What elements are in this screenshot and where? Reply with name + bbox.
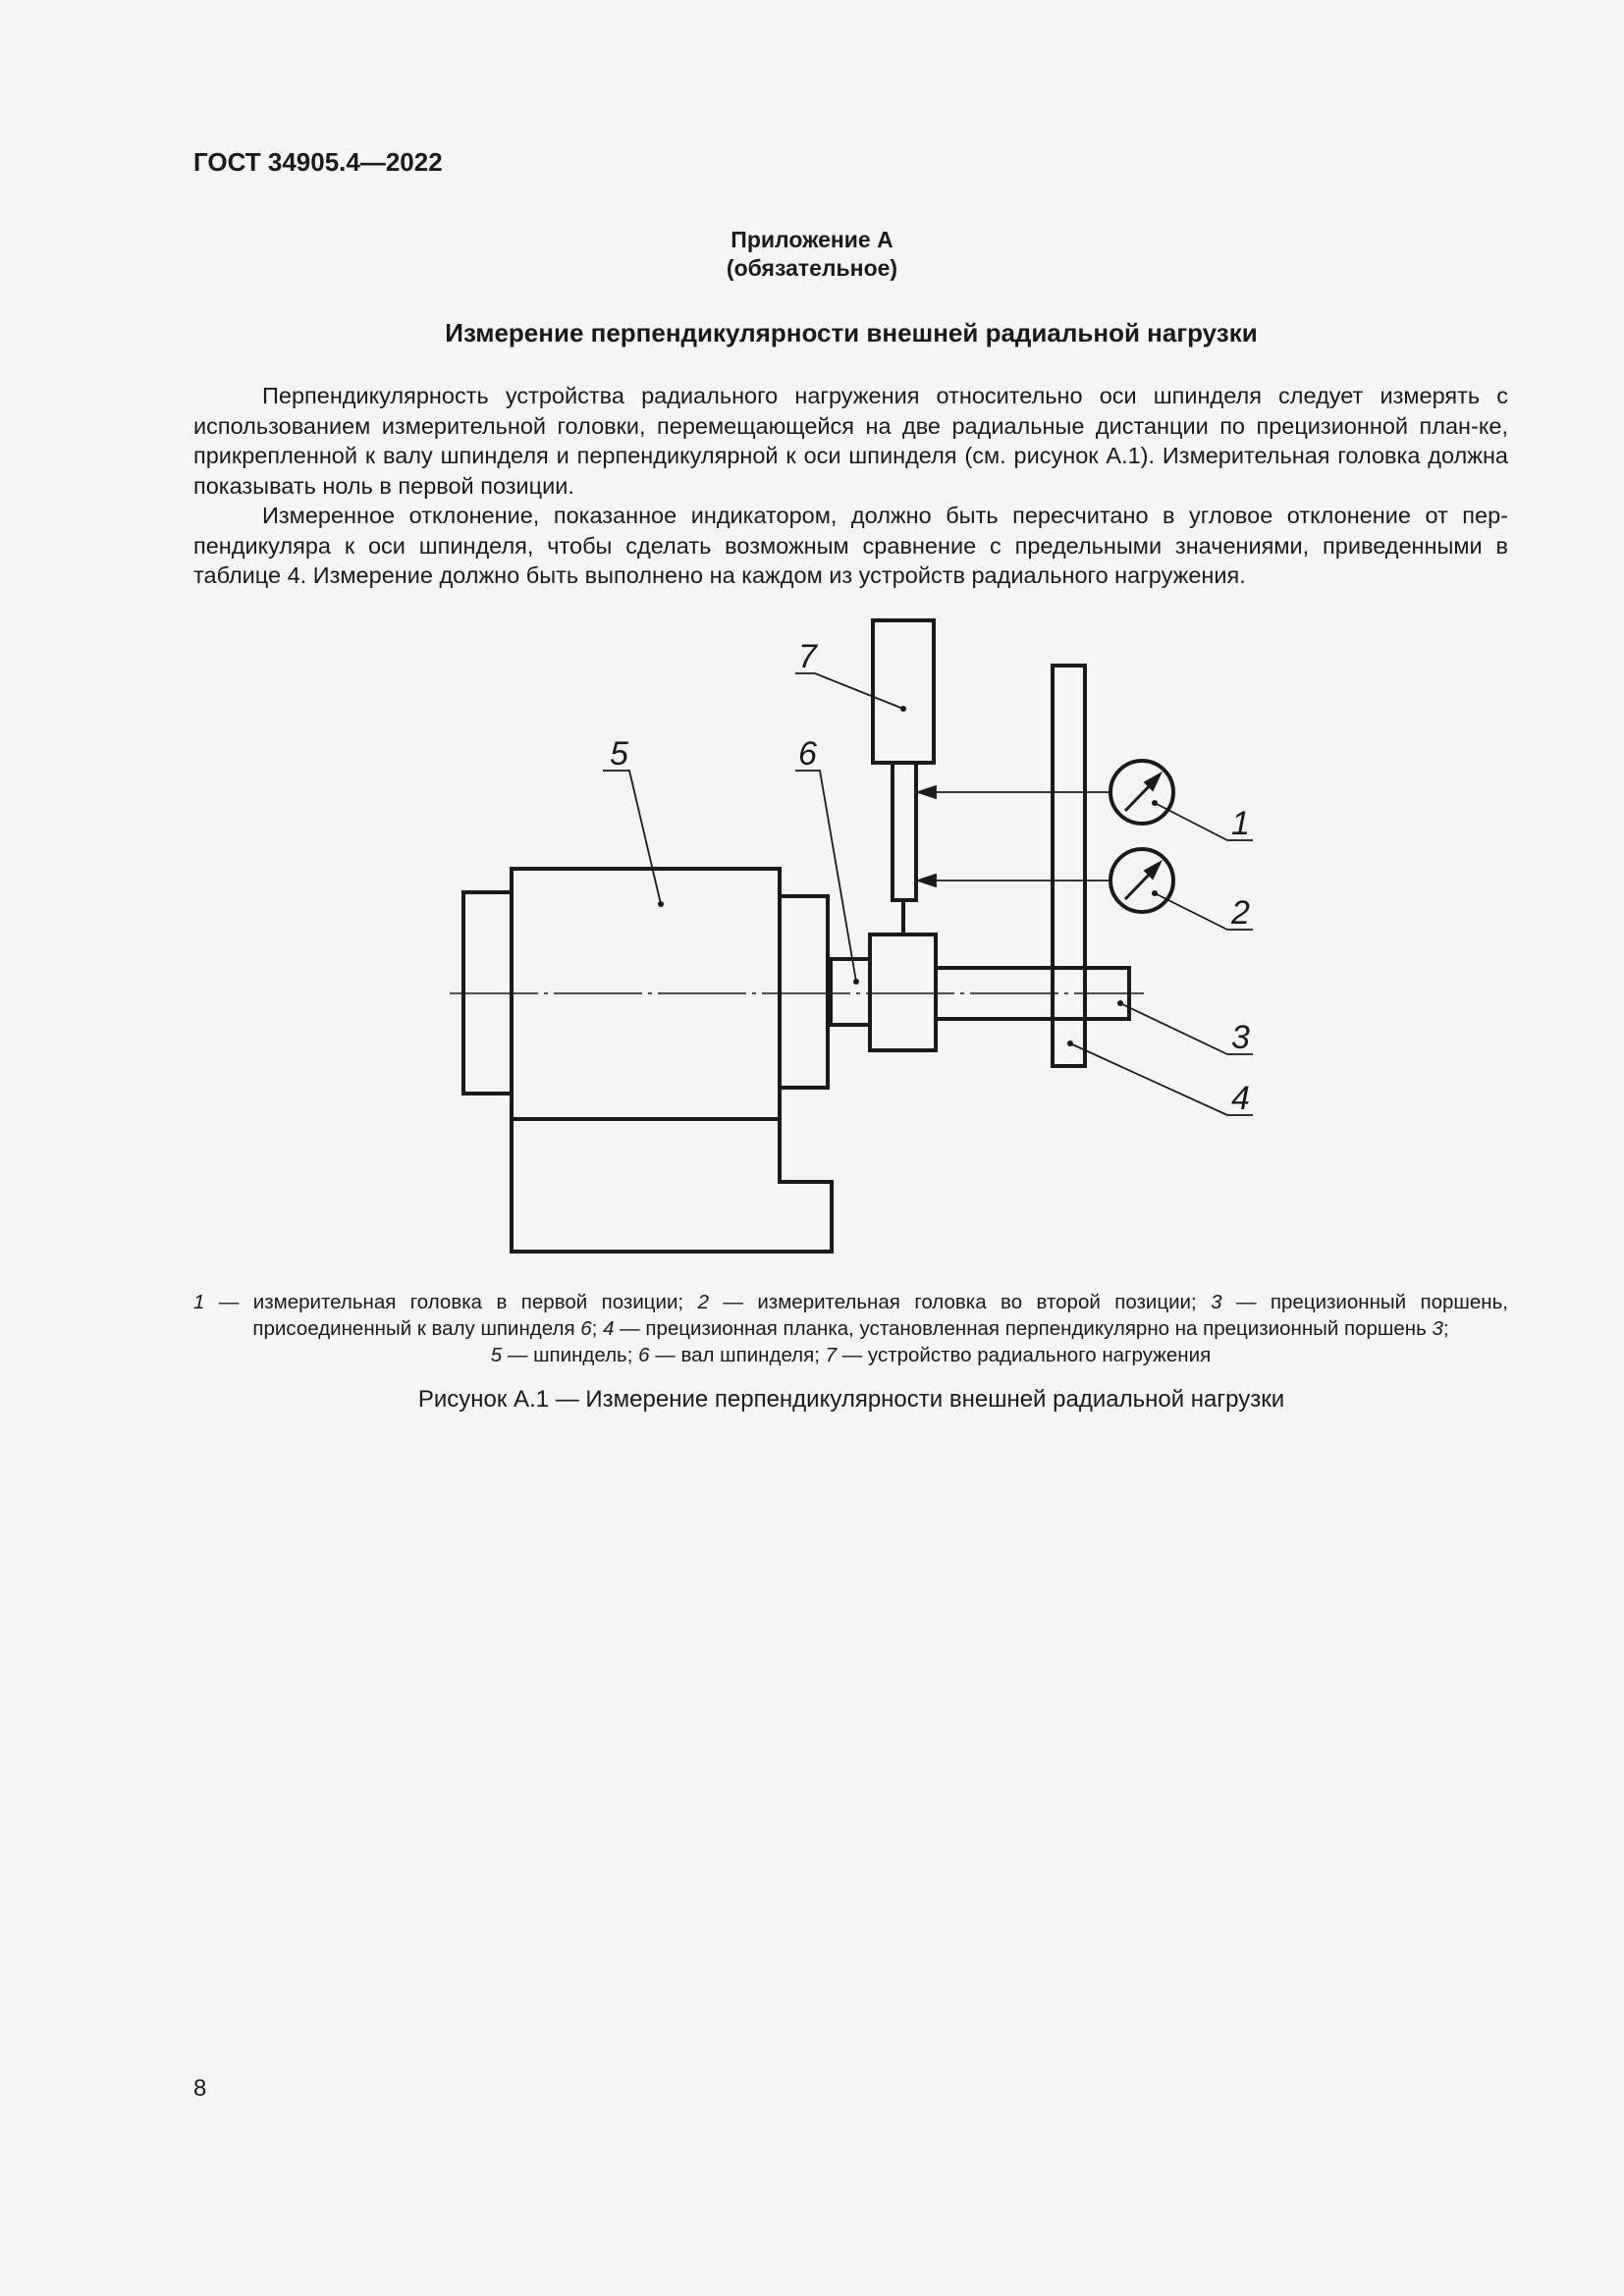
callout-2: 2: [1231, 894, 1250, 932]
annex-title: Приложение А: [731, 227, 893, 252]
figure-caption: Рисунок А.1 — Измерение перпендикулярности внешней радиальной нагрузки: [417, 1386, 1285, 1413]
spindle-base: [512, 1119, 832, 1252]
coupling-block: [870, 934, 936, 1050]
legend-text: — измерительная головка в первой позиции;: [204, 1291, 698, 1313]
legend-num: 6: [638, 1344, 650, 1366]
callout-6: 6: [798, 735, 817, 773]
legend-num: 4: [603, 1317, 615, 1340]
leader-5: [603, 771, 661, 904]
annex-status: (обязательное): [726, 255, 898, 281]
section-title: Измерение перпендикулярности внешней радиальной нагрузки: [445, 318, 1258, 347]
spindle-right-cap: [780, 896, 828, 1088]
loading-device-rod: [893, 763, 916, 900]
body-paragraph-1: Перпендикулярность устройства радиального нагружения относительно оси шпинделя следует измерять с использованием измерительной головки, перемещающейся на две радиальные дистанции по прецизионной план-ке, прикрепленной к валу шпинделя и перпендикулярной к оси шпинделя (см. рисунок А.1). Измерительная головка должна показывать ноль в первой позиции.: [193, 383, 1508, 499]
body-paragraph-2: Измеренное отклонение, показанное индикатором, должно быть пересчитано в угловое отклонение от пер-пендикуляра к оси шпинделя, чтобы сделать возможным сравнение с предельными значениями, приведенными в таблице 4. Измерение должно быть выполнено на каждом из устройств радиального нагружения.: [193, 503, 1508, 588]
legend-num: 3: [1211, 1291, 1222, 1313]
precision-bar: [1053, 666, 1085, 1066]
callout-4: 4: [1231, 1080, 1250, 1117]
legend-num: 1: [193, 1291, 205, 1313]
legend-text: — шпиндель;: [502, 1344, 639, 1366]
legend-text: ;: [591, 1317, 604, 1340]
document-code: ГОСТ 34905.4—2022: [193, 147, 443, 177]
callout-5: 5: [610, 735, 628, 773]
callout-3: 3: [1231, 1019, 1250, 1056]
legend-num: 7: [825, 1344, 838, 1366]
legend-text: — вал шпинделя;: [649, 1344, 826, 1366]
legend-num: 6: [580, 1317, 592, 1340]
legend-text: — прецизионная планка, установленная перпендикулярно на прецизионный поршень: [614, 1317, 1433, 1340]
legend-text: — устройство радиального нагружения: [837, 1344, 1212, 1366]
legend-num: 2: [697, 1291, 709, 1313]
loading-device-body: [873, 620, 934, 763]
callout-7: 7: [798, 638, 817, 675]
legend-num: 3: [1432, 1317, 1443, 1340]
legend-text: — прецизионный поршень, присоединенный к валу шпинделя: [252, 1291, 1508, 1340]
legend-num: 5: [490, 1344, 503, 1366]
page-number: 8: [193, 2075, 207, 2102]
figure-legend: [193, 1289, 1508, 1368]
spindle-shaft: [831, 959, 870, 1025]
callout-1: 1: [1231, 805, 1250, 842]
legend-text: ;: [1442, 1317, 1449, 1340]
legend-text: — измерительная головка во второй позиции;: [708, 1291, 1212, 1313]
leader-7: [795, 673, 903, 709]
